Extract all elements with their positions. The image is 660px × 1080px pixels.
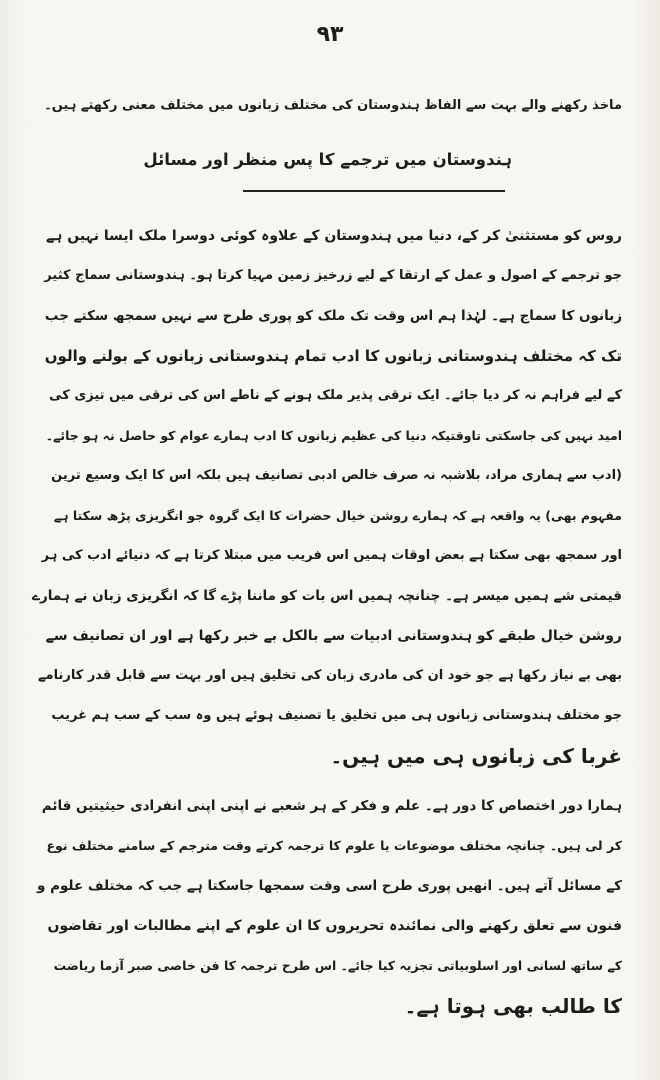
paragraph1-line-13: جو مختلف ہندوستانی زبانوں ہی میں تخلیق یا تصنیف ہوئے ہیں وہ سب کے سب ہم غریب [51,708,622,723]
paragraph1-line-6: امید نہیں کی جاسکتی تاوقتیکہ دنیا کی عظیم زبانوں کا ادب ہمارے عوام کو حاصل نہ ہو جائے۔ [45,428,622,443]
paragraph1-line-10: قیمتی شے ہمیں میسر ہے۔ چنانچہ ہمیں اس بات کو ماننا پڑے گا کہ انگریزی زبان نے ہمارے [32,588,622,604]
paragraph2-line-3: کے مسائل آتے ہیں۔ انھیں پوری طرح اسی وقت سمجھا جاسکتا ہے جب کہ مختلف علوم و [36,878,622,894]
paragraph1-line-8: مفہوم بھی) یہ واقعہ ہے کہ ہمارے روشن خیال حضرات کا ایک گروہ جو انگریزی پڑھ سکتا ہے [53,508,622,523]
paragraph1-line-11: روشن خیال طبقے کو ہندوستانی ادبیات سے بالکل بے خبر رکھا ہے اور ان تصانیف سے [45,628,622,644]
paragraph1-line-12: بھی بے نیاز رکھا ہے جو خود ان کی مادری زبان کی تخلیق ہیں اور بہت سے قابل قدر کارنامے [37,668,622,683]
paragraph2-line-5: کے ساتھ لسانی اور اسلوبیاتی تجزیہ کیا جائے۔ اس طرح ترجمہ کا فن خاصی صبر آزما ریاضت [53,958,622,973]
intro-line: ماخذ رکھنے والے بہت سے الفاظ ہندوستان کی مختلف زبانوں میں مختلف معنی رکھتے ہیں۔ [44,98,622,113]
paragraph1-line-5: کے لیے فراہم نہ کر دیا جائے۔ ایک ترقی پذیر ملک ہونے کے ناطے اس کی ترقی میں تیزی کی [49,388,622,403]
paragraph1-line-3: زبانوں کا سماج ہے۔ لہٰذا ہم اس وقت تک ملک کو پوری طرح سے نہیں سمجھ سکتے جب [44,308,622,324]
paragraph2-line-4: فنون سے تعلق رکھنے والی نمائندہ تحریروں کا ان علوم کے اپنے مطالبات اور تقاضوں [47,918,622,934]
paragraph1-line-2: جو ترجمے کے اصول و عمل کے ارتقا کے لیے زرخیز زمین مہیا کرتا ہو۔ ہندوستانی سماج کثیر [44,268,622,283]
page-number: ۹۳ [316,22,344,47]
paragraph1-line-1: روس کو مستثنیٰ کر کے، دنیا میں ہندوستان کے علاوہ کوئی دوسرا ملک ایسا نہیں ہے [45,228,622,244]
paragraph2-line-6: کا طالب بھی ہوتا ہے۔ [404,994,622,1018]
paragraph1-line-14: غربا کی زبانوں ہی میں ہیں۔ [330,744,622,768]
paragraph2-line-2: کر لی ہیں۔ چنانچہ مختلف موضوعات یا علوم کا ترجمہ کرتے وقت مترجم کے سامنے مختلف نوع [46,838,622,853]
heading-underline [243,190,505,192]
paragraph1-line-4: تک کہ مختلف ہندوستانی زبانوں کا ادب تمام ہندوستانی زبانوں کے بولنے والوں [44,347,622,365]
paragraph1-line-7: (ادب سے ہماری مراد، بلاشبہ نہ صرف خالص ادبی تصانیف ہیں بلکہ اس کا ایک وسیع ترین [51,468,622,483]
paragraph1-line-9: اور سمجھ بھی سکتا ہے بعض اوقات ہمیں اس فریب میں مبتلا کرتا ہے کہ دنیائے ادب کی ہر [41,548,622,563]
section-heading: ہندوستان میں ترجمے کا پس منظر اور مسائل [143,150,512,169]
paragraph2-line-1: ہمارا دور اختصاص کا دور ہے۔ علم و فکر کے ہر شعبے نے اپنی اپنی انفرادی حیثیتیں قائم [41,798,622,814]
